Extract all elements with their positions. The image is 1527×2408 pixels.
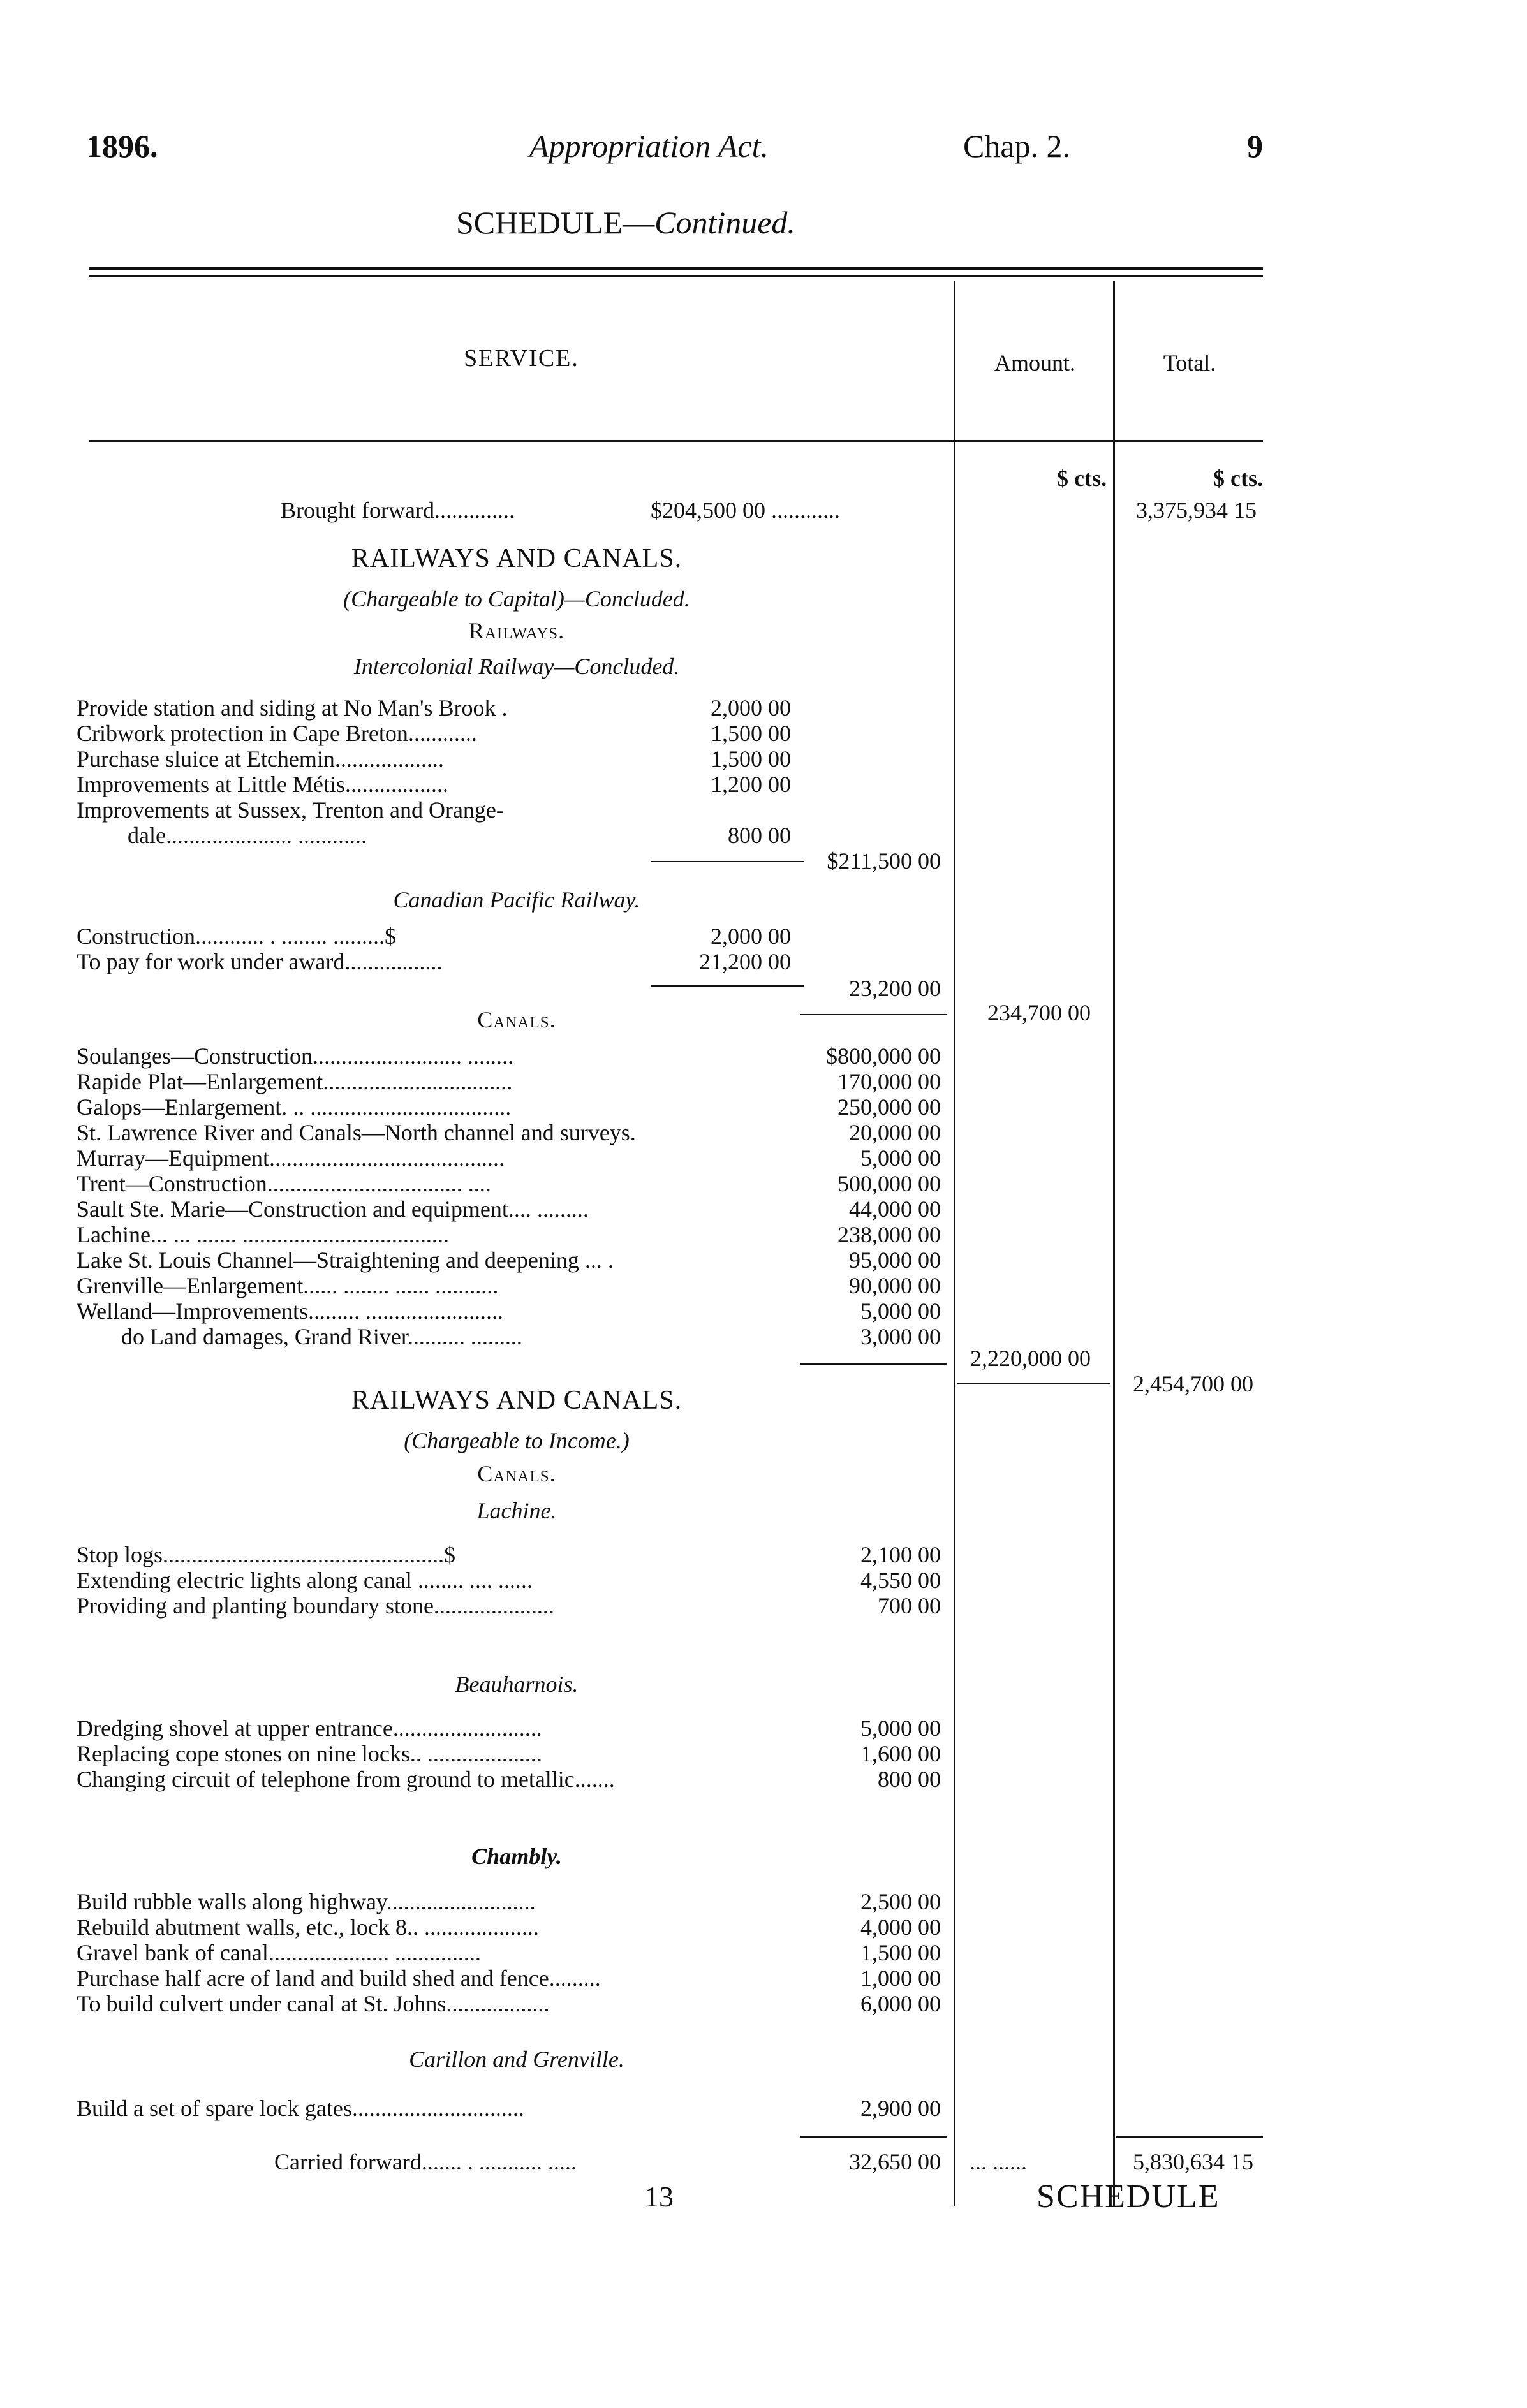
cpr-subtotal: 23,200 00 (849, 976, 941, 1001)
item-amount: 90,000 00 (849, 1273, 941, 1298)
list-item: St. Lawrence River and Canals—North channel and surveys. (77, 1120, 636, 1145)
canals-heading-income: Canals. (477, 1461, 556, 1487)
item-amount: 250,000 00 (837, 1094, 941, 1120)
list-item: Lake St. Louis Channel—Straightening and deepening ... . (77, 1247, 614, 1273)
list-item: To build culvert under canal at St. Johns.................. (77, 1991, 550, 2016)
list-item: Providing and planting boundary stone..................... (77, 1593, 554, 1619)
item-amount: 500,000 00 (837, 1171, 941, 1196)
list-item-continued: dale...................... ............ (128, 823, 367, 848)
list-item: Build rubble walls along highway.......................... (77, 1889, 536, 1914)
schedule-title-cont: Continued. (654, 205, 795, 240)
item-amount: 1,200 00 (711, 772, 791, 797)
list-item: do Land damages, Grand River.......... ......... (121, 1324, 522, 1349)
page-number: 9 (1247, 128, 1263, 164)
item-amount: 4,550 00 (860, 1567, 941, 1593)
item-amount: 238,000 00 (837, 1222, 941, 1247)
list-item: Construction............ . ........ .........$ (77, 923, 396, 949)
beauharnois-heading: Beauharnois. (455, 1671, 579, 1697)
amount-units: $ cts. (1057, 466, 1107, 491)
list-item: To pay for work under award................. (77, 949, 443, 974)
item-amount: 20,000 00 (849, 1120, 941, 1145)
carried-forward-amount: 32,650 00 (849, 2149, 941, 2175)
cpr-heading: Canadian Pacific Railway. (393, 887, 640, 913)
chambly-heading: Chambly. (471, 1844, 562, 1869)
carried-rule-1 (800, 2136, 947, 2138)
item-amount: 2,000 00 (711, 695, 791, 721)
item-amount: 5,000 00 (860, 1715, 941, 1741)
list-item: Soulanges—Construction.......................... ........ (77, 1043, 513, 1069)
brought-forward-label: Brought forward.............. (281, 497, 515, 523)
intercolonial-subtotal: $211,500 00 (827, 848, 941, 874)
catchword: SCHEDULE (1036, 2178, 1220, 2215)
item-amount: 800 00 (878, 1766, 941, 1792)
col-header-amount: Amount. (994, 350, 1075, 376)
brought-forward-total: 3,375,934 15 (1136, 497, 1257, 523)
subtotal-rule (651, 861, 804, 862)
list-item: Improvements at Sussex, Trenton and Orange- (77, 797, 504, 823)
carried-forward-label: Carried forward....... . ........... ..... (274, 2149, 577, 2175)
item-amount: 700 00 (878, 1593, 941, 1619)
item-amount: 21,200 00 (699, 949, 791, 974)
year: 1896. (86, 128, 158, 164)
item-amount: 1,600 00 (860, 1741, 941, 1766)
list-item: Changing circuit of telephone from ground to metallic....... (77, 1766, 615, 1792)
section-subheading-income: (Chargeable to Income.) (404, 1428, 630, 1453)
col-divider-2 (1113, 281, 1115, 2206)
list-item: Build a set of spare lock gates.............................. (77, 2096, 524, 2121)
carried-rule-2 (1116, 2136, 1263, 2138)
list-item: Galops—Enlargement. .. ................................... (77, 1094, 512, 1120)
railways-amount: 234,700 00 (987, 1000, 1091, 1025)
header-rule (89, 440, 1263, 442)
list-item: Stop logs.................................................$ (77, 1542, 456, 1567)
canals-amount: 2,220,000 00 (970, 1346, 1091, 1371)
schedule-title-main: SCHEDULE— (456, 205, 655, 240)
list-item: Replacing cope stones on nine locks.. .................... (77, 1741, 542, 1766)
canals-heading: Canals. (477, 1007, 556, 1032)
carried-forward-total: 5,830,634 15 (1133, 2149, 1253, 2175)
item-amount: 6,000 00 (860, 1991, 941, 2016)
item-amount: 44,000 00 (849, 1196, 941, 1222)
carried-forward-dots: ... ...... (970, 2149, 1027, 2175)
section-heading-income: RAILWAYS AND CANALS. (351, 1386, 682, 1415)
section-heading-capital: RAILWAYS AND CANALS. (351, 544, 682, 573)
carillon-heading: Carillon and Grenville. (409, 2046, 624, 2072)
chapter: Chap. 2. (963, 128, 1071, 164)
capital-total: 2,454,700 00 (1133, 1371, 1253, 1397)
item-amount: 1,500 00 (711, 721, 791, 746)
item-amount: 2,100 00 (860, 1542, 941, 1567)
list-item: Rebuild abutment walls, etc., lock 8.. .................... (77, 1914, 539, 1940)
item-amount: 1,000 00 (860, 1965, 941, 1991)
list-item: Dredging shovel at upper entrance.......................... (77, 1715, 542, 1741)
list-item: Lachine... ... ....... .................................... (77, 1222, 449, 1247)
list-item: Purchase sluice at Etchemin................... (77, 746, 444, 772)
signature-mark: 13 (644, 2180, 674, 2213)
intercolonial-heading: Intercolonial Railway—Concluded. (353, 654, 680, 679)
section-subheading-capital: (Chargeable to Capital)—Concluded. (343, 586, 690, 612)
col-header-service: SERVICE. (464, 345, 579, 372)
list-item: Improvements at Little Métis.................. (77, 772, 448, 797)
item-amount: 2,500 00 (860, 1889, 941, 1914)
list-item: Provide station and siding at No Man's Brook . (77, 695, 508, 721)
item-amount: 800 00 (728, 823, 791, 848)
item-amount: 2,900 00 (860, 2096, 941, 2121)
brought-forward-subtotal: $204,500 00 ............ (651, 497, 840, 523)
act-title: Appropriation Act. (529, 128, 769, 164)
list-item: Rapide Plat—Enlargement................................. (77, 1069, 513, 1094)
list-item: Murray—Equipment......................................... (77, 1145, 505, 1171)
item-amount: 4,000 00 (860, 1914, 941, 1940)
list-item: Gravel bank of canal..................... ............... (77, 1940, 481, 1965)
item-amount: 5,000 00 (860, 1145, 941, 1171)
railways-heading: Railways. (468, 618, 565, 643)
top-rule (89, 267, 1263, 270)
item-amount: 5,000 00 (860, 1298, 941, 1324)
amount-rule (957, 1383, 1110, 1384)
list-item: Welland—Improvements......... ........................ (77, 1298, 504, 1324)
top-rule-2 (89, 275, 1263, 277)
schedule-title (456, 204, 795, 241)
total-units: $ cts. (1213, 466, 1263, 491)
list-item: Purchase half acre of land and build shed and fence......... (77, 1965, 601, 1991)
subtotal-rule (651, 985, 804, 987)
lachine-heading: Lachine. (476, 1498, 557, 1523)
list-item: Grenville—Enlargement...... ........ ...... ........... (77, 1273, 499, 1298)
item-amount: 170,000 00 (837, 1069, 941, 1094)
railways-rule (800, 1014, 947, 1015)
list-item: Cribwork protection in Cape Breton............ (77, 721, 477, 746)
list-item: Extending electric lights along canal ........ .... ...... (77, 1567, 533, 1593)
list-item: Sault Ste. Marie—Construction and equipment.... ......... (77, 1196, 589, 1222)
item-amount: 95,000 00 (849, 1247, 941, 1273)
item-amount: 1,500 00 (860, 1940, 941, 1965)
item-amount: 2,000 00 (711, 923, 791, 949)
item-amount: 1,500 00 (711, 746, 791, 772)
item-amount: $800,000 00 (826, 1043, 941, 1069)
item-amount: 3,000 00 (860, 1324, 941, 1349)
canals-rule (800, 1363, 947, 1365)
list-item: Trent—Construction.................................. .... (77, 1171, 491, 1196)
col-header-total: Total. (1163, 350, 1216, 376)
